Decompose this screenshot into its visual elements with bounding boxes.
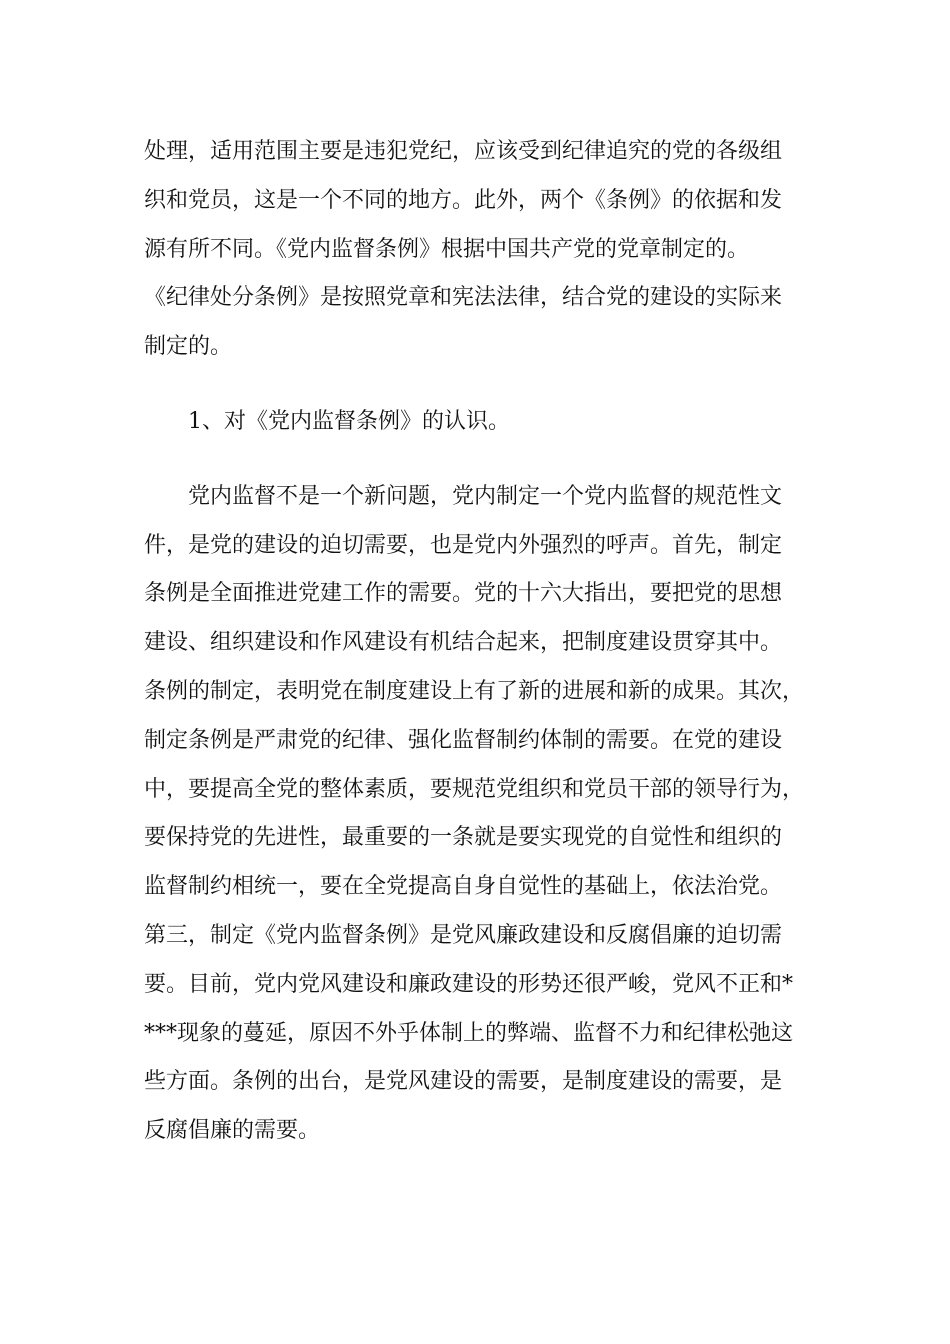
- text-line: 反腐倡廉的需要。: [144, 1118, 321, 1144]
- text-line: 第三，制定《党内监督条例》是党风廉政建设和反腐倡廉的迫切需: [144, 922, 783, 948]
- text-line: ***现象的蔓延，原因不外乎体制上的弊端、监督不力和纪律松弛这: [144, 1020, 794, 1046]
- text-line: 制定条例是严肃党的纪律、强化监督制约体制的需要。在党的建设: [144, 727, 783, 753]
- text-line: 条例是全面推进党建工作的需要。党的十六大指出，要把党的思想: [144, 581, 783, 607]
- text-line: 党内监督不是一个新问题，党内制定一个党内监督的规范性文: [188, 483, 783, 509]
- text-line: 要保持党的先进性，最重要的一条就是要实现党的自觉性和组织的: [144, 825, 783, 851]
- text-line: 《纪律处分条例》是按照党章和宪法法律，结合党的建设的实际来: [144, 285, 783, 311]
- text-line: 件，是党的建设的迫切需要，也是党内外强烈的呼声。首先，制定: [144, 532, 783, 558]
- text-line: 源有所不同。《党内监督条例》根据中国共产党的党章制定的。: [144, 236, 750, 262]
- paragraph-continuation: [144, 128, 808, 372]
- text-line: 要。目前，党内党风建设和廉政建设的形势还很严峻，党风不正和*: [144, 971, 794, 997]
- section-heading-paragraph: [144, 398, 808, 447]
- text-line: 处理，适用范围主要是违犯党纪，应该受到纪律追究的党的各级组: [144, 139, 783, 164]
- text-line: 建设、组织建设和作风建设有机结合起来，把制度建设贯穿其中。: [144, 630, 783, 656]
- paragraph-body: [144, 473, 808, 1156]
- text-line: 条例的制定，表明党在制度建设上有了新的进展和新的成果。其次，: [144, 678, 805, 704]
- text-line: 织和党员，这是一个不同的地方。此外，两个《条例》的依据和发: [144, 187, 783, 213]
- section-heading: 1、对《党内监督条例》的认识。: [188, 408, 510, 434]
- text-line: 些方面。条例的出台，是党风建设的需要，是制度建设的需要，是: [144, 1069, 783, 1095]
- text-line: 制定的。: [144, 334, 233, 360]
- text-line: 监督制约相统一，要在全党提高自身自觉性的基础上，依法治党。: [144, 874, 783, 900]
- text-line: 中，要提高全党的整体素质，要规范党组织和党员干部的领导行为，: [144, 776, 805, 802]
- document-body: [144, 128, 808, 1156]
